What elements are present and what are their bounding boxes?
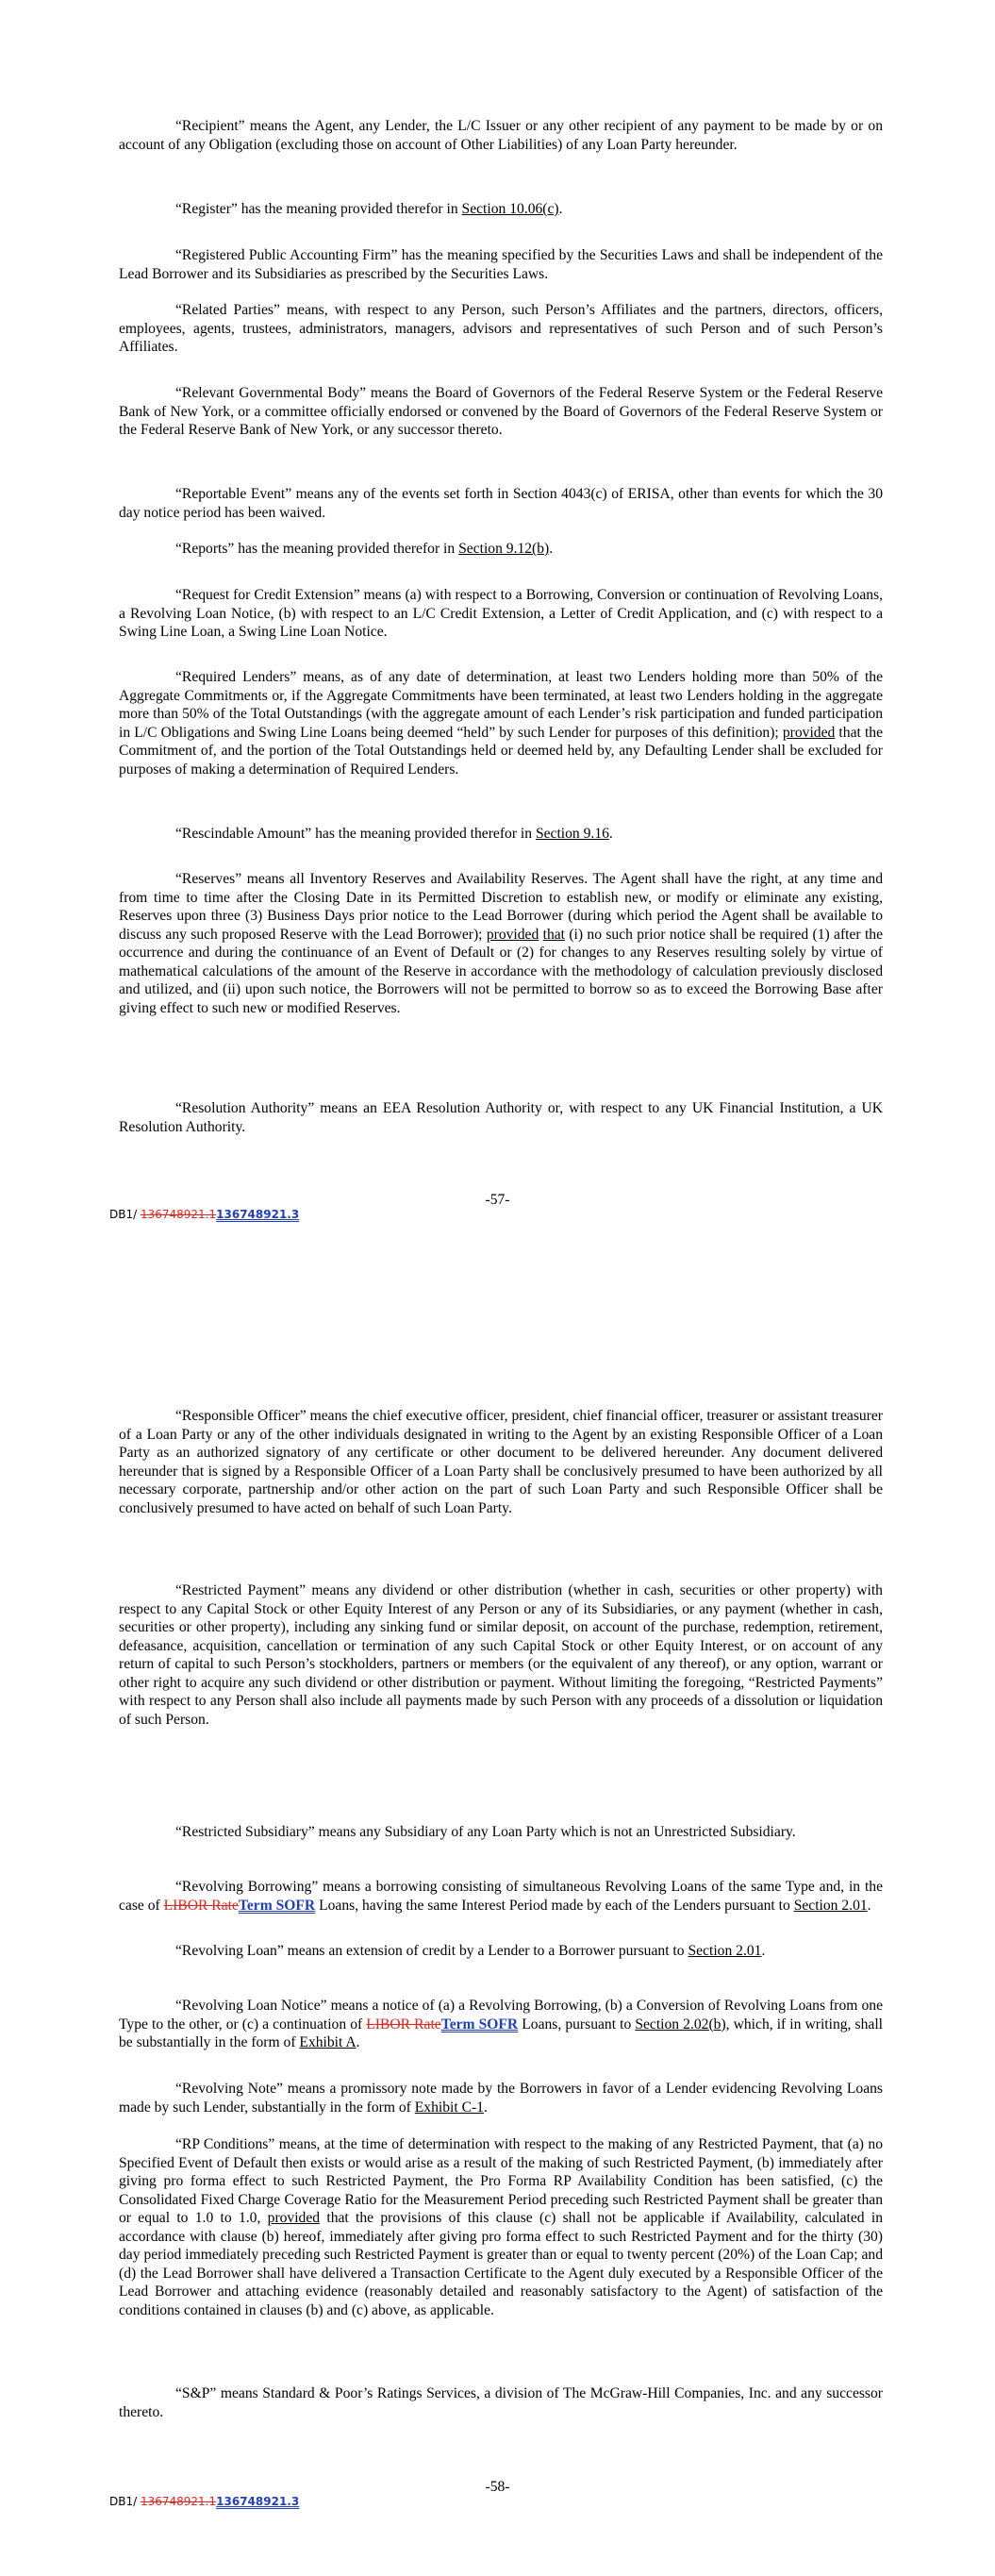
term: “Revolving Loan Notice” <box>175 1998 327 2014</box>
inserted-document-id: 136748921.3 <box>216 1208 300 1221</box>
term: “S&P” <box>175 2385 217 2401</box>
definition-restricted-subsidiary <box>119 1823 883 1842</box>
definition-responsible-officer <box>119 1407 883 1517</box>
definition-text: means Standard & Poor’s Ratings Services, a division of The McGraw-Hill Companies, Inc. and any successor thereto. <box>119 2385 883 2420</box>
term: “Restricted Subsidiary” <box>175 1824 315 1840</box>
definition-text: means the Board of Governors of the Federal Reserve System or the Federal Reserve Bank of New York, or a committee officially endorsed or convened by the Board of Governors of the Federal Reserve System or the Federal Reserve Bank of New York, or any successor thereto. <box>119 385 883 438</box>
term: “Revolving Loan” <box>175 1943 284 1959</box>
provided-emphasis: provided <box>782 724 836 741</box>
definition-text: means (a) with respect to a Borrowing, Conversion or continuation of Revolving Loans, a Revolving Loan Notice, (b) with respect to an L/C Credit Extension, a Letter of Credit Application, and (c) with respect to a Swing Line Loan, a Swing Line Loan Notice. <box>119 587 884 640</box>
term: “RP Conditions” <box>175 2136 275 2152</box>
definition-registered-public-accounting-firm <box>119 246 883 283</box>
document-id-footer: DB1/ 136748921.1136748921.3 <box>109 2495 300 2508</box>
that-emphasis: that <box>542 926 566 943</box>
definition-revolving-loan-notice: “Revolving Loan Notice” means a notice of (a) a Revolving Borrowing, (b) a Conversion of Revolving Loans from one Type to the other, or (c) a continuation of LIBOR RateTerm SOFR Loans, pursuant to Section 2.02(b), which, if in writing, shall be substantially in the form of Exhibit A. <box>119 1998 884 2050</box>
term: “Rescindable Amount” <box>175 826 312 842</box>
definition-revolving-borrowing: “Revolving Borrowing” means a borrowing consisting of simultaneous Revolving Loans of the same Type and, in the case of LIBOR RateTerm SOFR Loans, having the same Interest Period made by each of the Lenders pursuant to Section 2.01. <box>119 1879 884 1914</box>
exhibit-reference: Exhibit A <box>299 2034 357 2050</box>
term: “Request for Credit Extension” <box>175 587 360 603</box>
term: “Related Parties” <box>175 302 280 318</box>
term: “Relevant Governmental Body” <box>175 385 367 401</box>
section-reference: Section 9.16 <box>535 826 609 842</box>
section-reference: Section 10.06(c) <box>461 201 559 217</box>
definition-rp-conditions: “RP Conditions” means, at the time of determination with respect to the making of any Restricted Payment, that (a) no Specified Event of Default then exists or would arise as a result of the making of such Restricted Payment, (b) immediately after giving pro forma effect to such Restricted Payment, the Pro Forma RP Availability Condition has been satisfied, (c) the Consolidated Fixed Charge Coverage Ratio for the Measurement Period preceding such Restricted Payment shall be greater than or equal to 1.0 to 1.0, provided that the provisions of this clause (c) shall not be applicable if Availability, calculated in accordance with clause (b) hereof, immediately after giving pro forma effect to such Restricted Payment and for the thirty (30) day period immediately preceding such Restricted Payment is greater than or equal to twenty percent (20%) of the Loan Cap; and (d) the Lead Borrower shall have delivered a Transaction Certificate to the Agent duly executed by a Responsible Officer of the Lead Borrower and attaching evidence (reasonably detailed and reasonably satisfactory to the Agent) of satisfaction of the conditions contained in clauses (b) and (c) above, as applicable. <box>119 2136 883 2318</box>
deleted-text: LIBOR Rate <box>163 1897 239 1914</box>
document-id-footer: DB1/ 136748921.1136748921.3 <box>109 1208 300 1221</box>
term: “Register” <box>175 201 238 217</box>
definition-restricted-payment <box>119 1581 883 1729</box>
inserted-text: Term SOFR <box>238 1897 316 1914</box>
definition-s-and-p <box>119 2384 883 2421</box>
term: “Restricted Payment” <box>175 1582 307 1598</box>
definition-revolving-loan: “Revolving Loan” means an extension of credit by a Lender to a Borrower pursuant to Section 2.01. <box>175 1943 766 1959</box>
definition-text: means the chief executive officer, president, chief financial officer, treasurer or assistant treasurer of a Loan Party or any of the other individuals designated in writing to the Agent by an existing Responsible Officer of a Loan Party as an authorized signatory of any certificate or other document to be delivered hereunder. Any document delivered hereunder that is signed by a Responsible Officer of a Loan Party shall be conclusively presumed to have been authorized by all necessary corporate, partnership and/or other action on the part of such Loan Party and such Responsible Officer shall be conclusively presumed to have acted on behalf of such Loan Party. <box>119 1408 883 1516</box>
inserted-document-id: 136748921.3 <box>216 2495 300 2508</box>
definition-text: means an EEA Resolution Authority or, with respect to any UK Financial Institution, a UK Resolution Authority. <box>119 1100 883 1135</box>
deleted-document-id: 136748921.1 <box>140 1208 217 1221</box>
provided-emphasis: provided <box>267 2210 321 2226</box>
deleted-document-id: 136748921.1 <box>140 2495 217 2508</box>
definition-text: means, with respect to any Person, such Person’s Affiliates and the partners, directors, officers, employees, agents, trustees, administrators, managers, advisors and representatives of such Person and of such Person’s Affiliates. <box>119 302 883 355</box>
term: “Recipient” <box>175 118 245 134</box>
term: “Revolving Note” <box>175 2081 283 2097</box>
definition-rescindable-amount: “Rescindable Amount” has the meaning provided therefor in Section 9.16. <box>175 826 613 842</box>
definition-revolving-note: “Revolving Note” means a promissory note made by the Borrowers in favor of a Lender evidencing Revolving Loans made by such Lender, substantially in the form of Exhibit C-1. <box>119 2081 883 2116</box>
term: “Required Lenders” <box>175 669 297 685</box>
section-reference: Section 2.02(b) <box>635 2016 726 2032</box>
definition-related-parties <box>119 301 883 357</box>
term: “Revolving Borrowing” <box>175 1879 319 1895</box>
page-58 <box>0 1288 995 2576</box>
definition-text: has the meaning specified by the Securities Laws and shall be independent of the Lead Borrower and its Subsidiaries as prescribed by the Securities Laws. <box>119 247 883 282</box>
section-reference: Section 9.12(b) <box>458 541 550 557</box>
definition-recipient <box>119 117 883 154</box>
definition-reserves: “Reserves” means all Inventory Reserves and Availability Reserves. The Agent shall have the right, at any time and from time to time after the Closing Date in its Permitted Discretion to establish new, or modify or eliminate any existing, Reserves upon three (3) Business Days prior notice to the Lead Borrower (during which period the Agent shall be available to discuss any such proposed Reserve with the Lead Borrower); provided that (i) no such prior notice shall be required (1) after the occurrence and during the continuance of an Event of Default or (2) for changes to any Reserves resulting solely by virtue of mathematical calculations of the amount of the Reserve in accordance with the methodology of calculation previously disclosed and utilized, and (ii) upon such notice, the Borrowers will not be permitted to borrow so as to exceed the Borrowing Base after giving effect to such new or modified Reserves. <box>119 871 883 1016</box>
definition-text: means any Subsidiary of any Loan Party which is not an Unrestricted Subsidiary. <box>314 1824 796 1840</box>
section-reference: Section 2.01 <box>688 1943 762 1959</box>
page-number: -58- <box>485 2479 510 2495</box>
inserted-text: Term SOFR <box>440 2016 519 2032</box>
page-number: -57- <box>485 1192 510 1208</box>
term: “Registered Public Accounting Firm” <box>175 247 398 263</box>
definition-required-lenders: “Required Lenders” means, as of any date of determination, at least two Lenders holding more than 50% of the Aggregate Commitments or, if the Aggregate Commitments have been terminated, at least two Lenders holding in the aggregate more than 50% of the Total Outstandings (with the aggregate amount of each Lender’s risk participation and funded participation in L/C Obligations and Swing Line Loans being deemed “held” by such Lender for purposes of this definition); provided that the Commitment of, and the portion of the Total Outstandings held or deemed held by, any Defaulting Lender shall be excluded for purposes of making a determination of Required Lenders. <box>119 669 884 778</box>
section-reference: Section 2.01 <box>793 1897 868 1914</box>
definition-text: means any dividend or other distribution (whether in cash, securities or other property) with respect to any Capital Stock or other Equity Interest of any Person or any of its Subsidiaries, or any payment (whether in cash, securities or other property), including any sinking fund or similar deposit, on account of the purchase, redemption, retirement, defeasance, acquisition, cancellation or termination of any such Capital Stock or other Equity Interest, or on account of any return of capital to such Person’s stockholders, partners or members (or the equivalent of any thereof), or any option, warrant or other right to acquire any such dividend or other distribution or payment. Without limiting the foregoing, “Restricted Payments” with respect to any Person shall also include all payments made by such Person with any proceeds of a dissolution or liquidation of such Person. <box>119 1582 883 1728</box>
term: “Reportable Event” <box>175 486 292 502</box>
term: “Reports” <box>175 541 235 557</box>
term: “Responsible Officer” <box>175 1408 307 1424</box>
definition-relevant-governmental-body <box>119 384 883 440</box>
definition-resolution-authority <box>119 1099 883 1136</box>
definition-reportable-event <box>119 485 883 522</box>
deleted-text: LIBOR Rate <box>366 2016 441 2032</box>
definition-text: means any of the events set forth in Section 4043(c) of ERISA, other than events for which the 30 day notice period has been waived. <box>119 486 883 521</box>
definition-register: “Register” has the meaning provided therefor in Section 10.06(c). <box>175 201 563 217</box>
exhibit-reference: Exhibit C-1 <box>414 2099 484 2116</box>
term: “Resolution Authority” <box>175 1100 315 1116</box>
definition-request-for-credit-extension <box>119 586 883 642</box>
definition-reports: “Reports” has the meaning provided therefor in Section 9.12(b). <box>175 541 554 557</box>
term: “Reserves” <box>175 871 242 887</box>
provided-emphasis: provided <box>486 926 539 943</box>
definition-text: means the Agent, any Lender, the L/C Issuer or any other recipient of any payment to be made by or on account of any Obligation (excluding those on account of Other Liabilities) of any Loan Party hereunder. <box>119 118 883 153</box>
